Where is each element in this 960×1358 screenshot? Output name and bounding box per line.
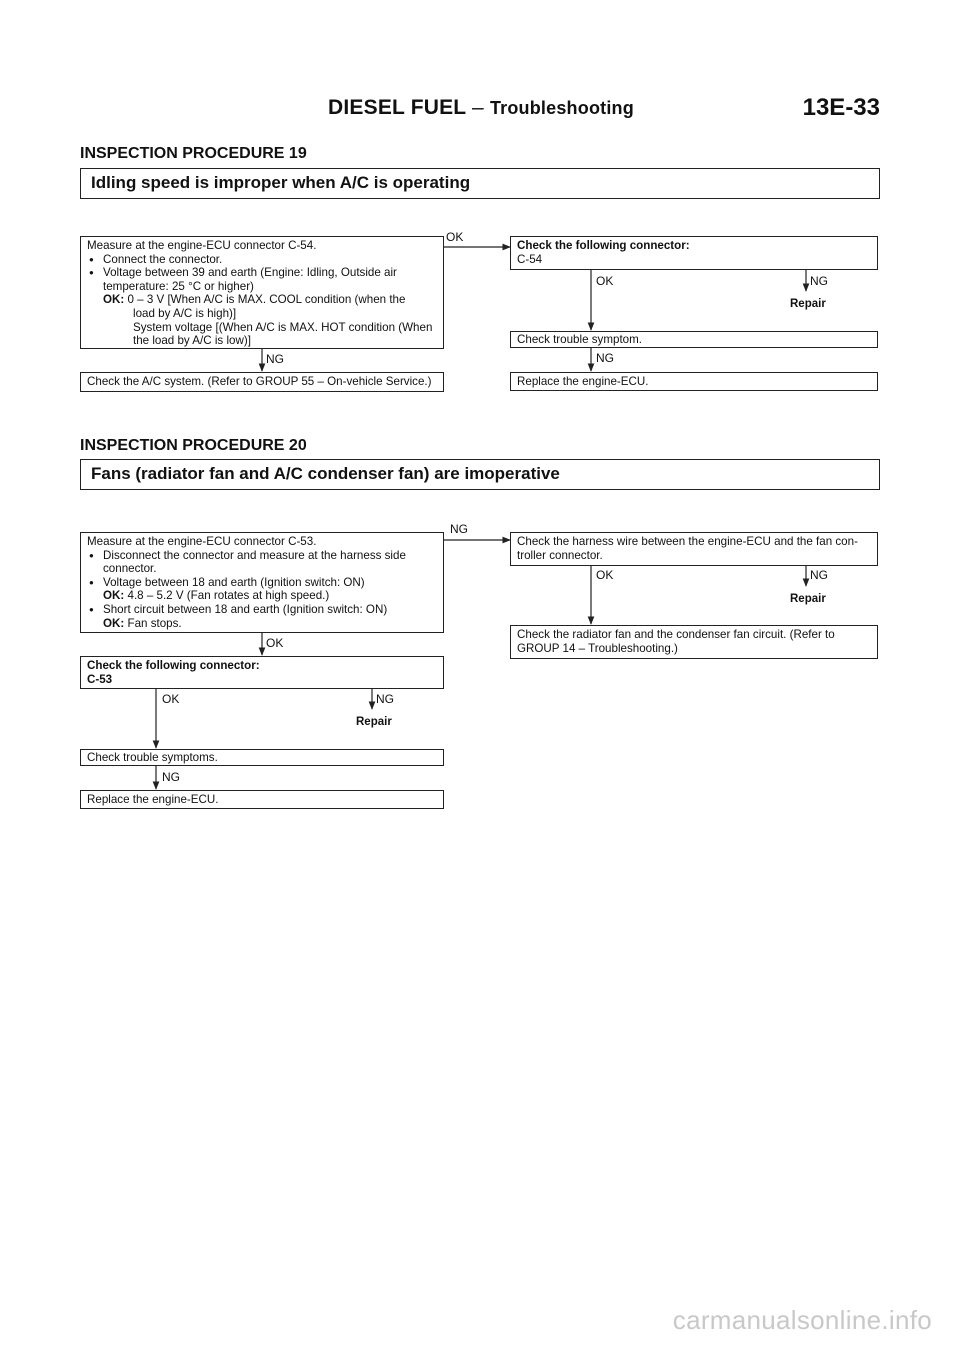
conn-ok-label-20: OK	[162, 692, 180, 706]
ok-label-20: OK	[266, 636, 284, 650]
repair-label: Repair	[790, 298, 826, 310]
measure-box-c54	[80, 236, 444, 349]
procedure-19-heading: INSPECTION PROCEDURE 19	[80, 145, 307, 162]
page-number: 13E-33	[802, 94, 880, 121]
trouble-ng-label: NG	[596, 351, 614, 365]
measure-bullet: ● Short circuit between 18 and earth (Ignition switch: ON) OK: Fan stops.	[87, 603, 437, 630]
section-title: DIESEL FUEL	[328, 96, 466, 119]
conn-ng-label-20: NG	[376, 692, 394, 706]
measure-bullet: ● Disconnect the connector and measure at the harness side connector.	[87, 549, 437, 576]
measure-box-c53: Measure at the engine-ECU connector C-53. ● Disconnect the connector and measure at the harness side connector. ● Voltage between 18 and earth (Ignition switch: ON) OK: 4.8 – 5.2 V (Fan rotates at high speed.) ● Short circuit between 18 and earth (Ignition switch: ON) OK: Fan stops.	[80, 532, 444, 633]
harness-ng-label: NG	[810, 568, 828, 582]
ng-label-20: NG	[450, 522, 468, 536]
procedure-19-title: Idling speed is improper when A/C is operating	[80, 168, 880, 199]
trouble-symptom-box: Check trouble symptom.	[510, 331, 878, 348]
trouble-ng-label-20: NG	[162, 770, 180, 784]
check-connector-box-c54: Check the following connector: C-54	[510, 236, 878, 270]
harness-ok-label: OK	[596, 568, 614, 582]
conn-ng-label: NG	[810, 274, 828, 288]
ng-label-19: NG	[266, 352, 284, 366]
replace-ecu-box: Replace the engine-ECU.	[510, 372, 878, 391]
measure-bullet: ● Connect the connector.	[87, 253, 437, 267]
measure-bullet: ● Voltage between 18 and earth (Ignition switch: ON) OK: 4.8 – 5.2 V (Fan rotates at high speed.)	[87, 576, 437, 603]
check-connector-box-c53: Check the following connector: C-53	[80, 656, 444, 689]
radiator-fan-check-box: Check the radiator fan and the condenser fan circuit. (Refer to GROUP 14 – Troubleshooting.)	[510, 625, 878, 659]
procedure-20-heading: INSPECTION PROCEDURE 20	[80, 437, 307, 454]
watermark: carmanualsonline.info	[672, 1305, 932, 1335]
harness-check-box: Check the harness wire between the engine-ECU and the fan con- troller connector.	[510, 532, 878, 566]
conn-ok-label: OK	[596, 274, 614, 288]
measure-bullet: ● Voltage between 39 and earth (Engine: Idling, Outside air temperature: 25 °C or higher) OK: 0 – 3 V [When A/C is MAX. COOL condition (when the load by A/C is high)] System voltage [(When A/C is MAX. HOT condition (When the load by A/C is low)]	[87, 266, 437, 348]
replace-ecu-box-20: Replace the engine-ECU.	[80, 790, 444, 809]
title-dash: –	[472, 96, 484, 119]
check-ac-box: Check the A/C system. (Refer to GROUP 55 – On-vehicle Service.)	[80, 372, 444, 392]
trouble-symptoms-box: Check trouble symptoms.	[80, 749, 444, 766]
measure-line: Measure at the engine-ECU connector C-54.	[87, 239, 317, 252]
section-subtitle: Troubleshooting	[489, 98, 634, 118]
ok-label-19: OK	[446, 230, 464, 244]
repair-label-left: Repair	[356, 716, 392, 728]
procedure-20-title: Fans (radiator fan and A/C condenser fan) are imoperative	[80, 459, 880, 490]
repair-label-right: Repair	[790, 593, 826, 605]
ok-label: OK:	[103, 293, 125, 307]
